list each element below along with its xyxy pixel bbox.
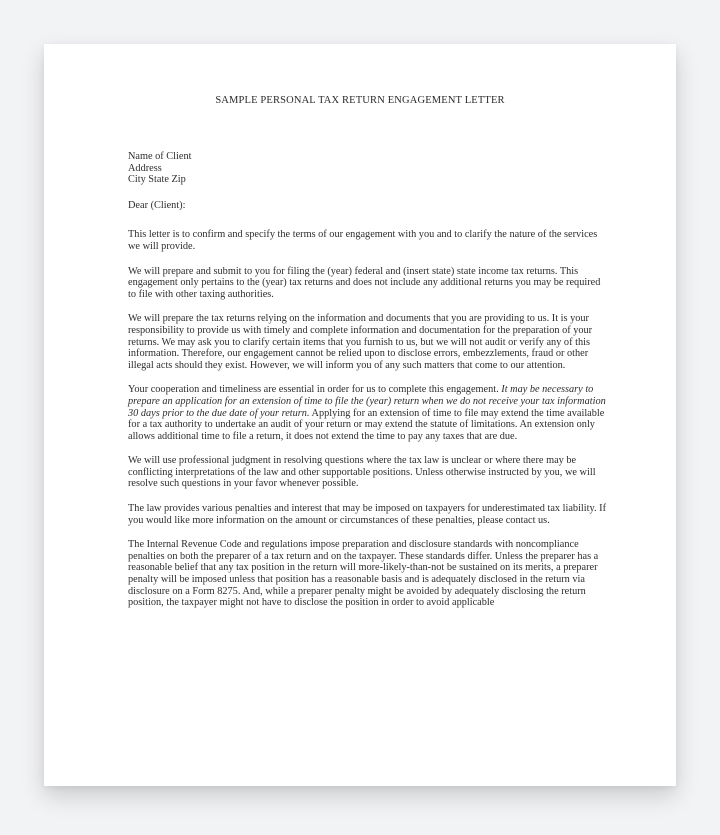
letter-body bbox=[128, 151, 606, 622]
paragraph-cooperation-italic: It may be necessary to prepare an application for an extension of time to file the (year) return when we do not receive your tax information 30 days prior to the due date of your return. bbox=[128, 384, 606, 419]
paragraph-cooperation bbox=[128, 384, 606, 442]
client-name: Name of Client bbox=[128, 151, 192, 162]
paragraph-penalties: The law provides various penalties and interest that may be imposed on taxpayers for underestimated tax liability. If you would like more information on the amount or circumstances of these penalties, please contact us. bbox=[128, 503, 606, 526]
paragraph-disclosure-standards: The Internal Revenue Code and regulations impose preparation and disclosure standards with noncompliance penalties on both the preparer of a tax return and on the taxpayer. These standards differ. Unless the preparer has a reasonable belief that any tax position in the return will more-likely-than-not be sustained on its merits, a preparer penalty will be imposed unless that position has a reasonable basis and is adequately disclosed in the return via disclosure on a Form 8275. And, while a preparer penalty might be avoided by adequately disclosing the return position, the taxpayer might not have to disclose the position in order to avoid applicable bbox=[128, 539, 599, 609]
paragraph-scope: We will prepare and submit to you for filing the (year) federal and (insert state) state income tax returns. This engagement only pertains to the (year) tax returns and does not include any additional returns you may be required to file with other taxing authorities. bbox=[128, 265, 601, 300]
paragraph-judgment: We will use professional judgment in resolving questions where the tax law is unclear or where there may be conflicting interpretations of the law and other supportable positions. Unless otherwise instructed by you, we will resolve such questions in your favor whenever possible. bbox=[128, 455, 596, 490]
letter-title: SAMPLE PERSONAL TAX RETURN ENGAGEMENT LETTER bbox=[215, 95, 505, 106]
client-address: Address bbox=[128, 162, 162, 174]
paragraph-purpose: This letter is to confirm and specify the terms of our engagement with you and to clarify the nature of the services we will provide. bbox=[128, 229, 598, 252]
paragraph-responsibility: We will prepare the tax returns relying on the information and documents that you are providing to us. It is your responsibility to provide us with timely and complete information and documentation for the preparation of your returns. We may ask you to clarify certain items that you furnish to us, but we will not audit or verify any of this information. Therefore, our engagement cannot be relied upon to disclose errors, embezzlements, fraud or other illegal acts should they exist. However, we will inform you of any such matters that come to our attention. bbox=[128, 313, 593, 371]
paragraph-cooperation-end: Applying for an extension of time to file may extend the time available for a tax authority to undertake an audit of your return or may extend the statute of limitations. An extension only allows additional time to file a return, it does not extend the time to pay any taxes that are due. bbox=[128, 407, 605, 442]
letter-page bbox=[44, 44, 676, 786]
salutation: Dear (Client): bbox=[128, 199, 186, 211]
paragraph-cooperation-start: Your cooperation and timeliness are essential in order for us to complete this engagement. bbox=[128, 384, 502, 396]
client-city-state-zip: City State Zip bbox=[128, 174, 186, 186]
client-address-block bbox=[128, 151, 606, 186]
